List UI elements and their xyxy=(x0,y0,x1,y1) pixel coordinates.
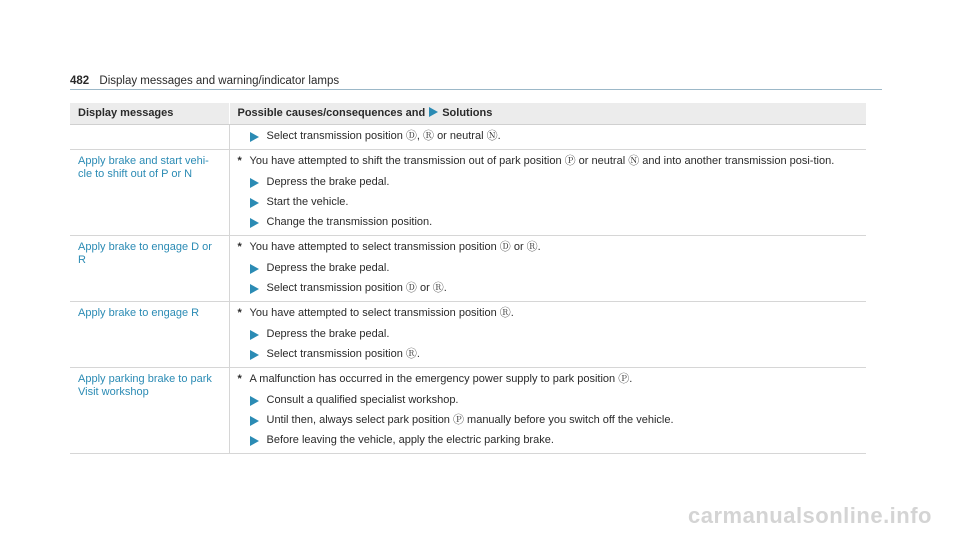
solution-cell xyxy=(229,149,866,235)
page-header xyxy=(70,74,882,90)
column-header-display-messages: Display messages xyxy=(70,103,229,124)
step-arrow-icon xyxy=(250,436,259,446)
table-row xyxy=(70,149,866,235)
cause-bullet: * xyxy=(237,154,242,167)
message-cell: Apply brake to engage R xyxy=(70,301,229,367)
step-arrow-icon xyxy=(250,416,259,426)
cause-text: * You have attempted to select transmission position Ⓓ or Ⓡ. xyxy=(237,240,541,253)
watermark: carmanualsonline.info xyxy=(688,503,932,528)
cause-text: * A malfunction has occurred in the emergency power supply to park position Ⓟ. xyxy=(237,372,633,385)
step-arrow-icon xyxy=(250,132,259,142)
solution-step: Depress the brake pedal. xyxy=(238,262,859,275)
solution-step: Select transmission position Ⓡ. xyxy=(238,348,859,361)
solution-step: Change the transmission position. xyxy=(238,216,859,229)
solution-step: Before leaving the vehicle, apply the electric parking brake. xyxy=(238,434,859,447)
solution-cell xyxy=(229,124,866,149)
step-arrow-icon xyxy=(250,198,259,208)
step-arrow-icon xyxy=(250,350,259,360)
table-row xyxy=(70,235,866,301)
solution-step: Select transmission position Ⓓ or Ⓡ. xyxy=(238,282,859,295)
cause-bullet: * xyxy=(237,240,242,253)
cause-text: * You have attempted to shift the transmission out of park position Ⓟ or neutral Ⓝ and into another transmission posi-tion. xyxy=(237,154,835,167)
solutions-arrow-icon xyxy=(429,107,438,117)
table-row xyxy=(70,124,866,149)
column-header-solutions-label: Solutions xyxy=(442,107,493,120)
step-arrow-icon xyxy=(250,396,259,406)
page-header-title: Display messages and warning/indicator lamps xyxy=(99,75,340,87)
table-row xyxy=(70,367,866,453)
step-arrow-icon xyxy=(250,330,259,340)
message-cell: Apply brake and start vehi-cle to shift out of P or N xyxy=(70,149,229,235)
column-header-causes xyxy=(229,103,866,124)
message-cell: Apply brake to engage D or R xyxy=(70,235,229,301)
step-arrow-icon xyxy=(250,284,259,294)
message-cell: Apply parking brake to park Visit workshop xyxy=(70,367,229,453)
solution-step: Consult a qualified specialist workshop. xyxy=(238,394,859,407)
column-header-causes-label: Possible causes/consequences and xyxy=(237,107,426,120)
message-cell xyxy=(70,124,229,149)
display-messages-table xyxy=(70,103,866,454)
solution-cell xyxy=(229,367,866,453)
solution-step: Depress the brake pedal. xyxy=(238,176,859,189)
page-number: 482 xyxy=(70,75,90,87)
solution-cell xyxy=(229,301,866,367)
step-arrow-icon xyxy=(250,264,259,274)
solution-cell xyxy=(229,235,866,301)
step-arrow-icon xyxy=(250,178,259,188)
solution-step: Until then, always select park position Ⓟ manually before you switch off the vehicle. xyxy=(238,414,859,427)
cause-bullet: * xyxy=(237,372,242,385)
table-row xyxy=(70,301,866,367)
solution-step: Depress the brake pedal. xyxy=(238,328,859,341)
cause-text: * You have attempted to select transmission position Ⓡ. xyxy=(237,306,514,319)
solution-step: Start the vehicle. xyxy=(238,196,859,209)
solution-step: Select transmission position Ⓓ, Ⓡ or neutral Ⓝ. xyxy=(238,130,859,143)
cause-bullet: * xyxy=(237,306,242,319)
step-arrow-icon xyxy=(250,218,259,228)
